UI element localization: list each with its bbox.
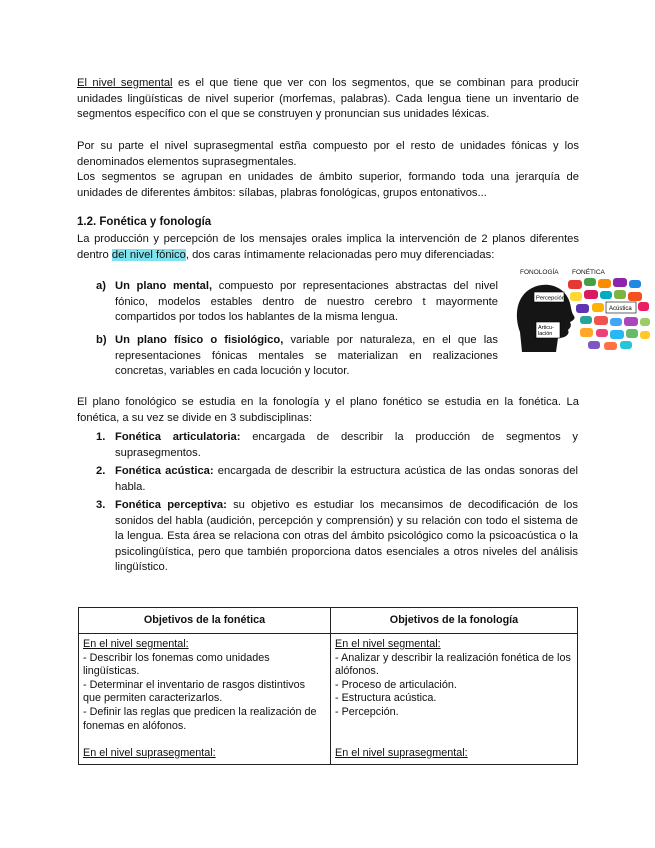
cell-line: - Analizar y describir la realización fonética de los alófonos. <box>335 651 571 678</box>
list-item-perceptive <box>96 498 578 576</box>
list-item-plane-mental <box>96 279 498 326</box>
section-heading: 1.2. Fonética y fonología <box>77 216 212 228</box>
speech-bubbles <box>568 278 650 350</box>
table-header-phonology: Objetivos de la fonología <box>331 608 578 634</box>
cell-line: - Percepción. <box>335 705 399 718</box>
paragraph-subdisciplines-intro: El plano fonológico se estudia en la fonología y el plano fonético se estudia en la fonética. La fonética, a su vez se divide en 3 subdisciplinas: <box>77 396 579 424</box>
paragraph-text: La producción y percepción de los mensajes orales implica la intervención de 2 planos diferentes dentro <box>77 233 579 261</box>
figure-label-phonology: FONOLOGÍA <box>520 269 559 276</box>
list-item-title: Un plano físico o fisiológico, <box>115 334 284 346</box>
figure-text-acoustic: Acústica <box>609 306 632 312</box>
list-item-acoustic <box>96 464 578 495</box>
term-segmental-level: El nivel segmental <box>77 77 173 89</box>
list-item-title: Fonética perceptiva: <box>115 499 227 511</box>
head-speech-bubbles-figure <box>510 266 652 354</box>
figure-text-perception: Percepción <box>536 295 566 302</box>
paragraph-segmental-level <box>77 76 579 123</box>
paragraph-suprasegmental: Por su parte el nivel suprasegmental estña compuesto por el resto de unidades fónicas y los denominados elementos suprasegmentales. <box>77 140 579 168</box>
list-item-text: encargada de describir la estructura acústica de las ondas sonoras del habla. <box>115 465 578 493</box>
paragraph-hierarchy: Los segmentos se agrupan en unidades de ámbito superior, formando toda una jerarquía de unidades de diferentes ámbitos: sílabas, plabras fonológicas, grupos entonativos... <box>77 171 579 199</box>
objectives-table <box>78 607 578 765</box>
table-row <box>79 634 578 765</box>
table-header-phonetics: Objetivos de la fonética <box>79 608 331 634</box>
cell-gap <box>335 733 573 747</box>
cell-subheading-segmental: En el nivel segmental: <box>83 638 189 650</box>
cell-line: - Definir las reglas que predicen la realización de fonemas en alófonos. <box>83 705 317 732</box>
highlighted-text: del nivel fónico <box>111 248 186 261</box>
paragraph-text: , dos caras íntimamente relacionadas pero muy diferenciadas: <box>185 248 495 261</box>
list-item-text: su objetivo es estudiar los mecansimos de decodificación de los sonidos del habla (audición, percepción y comprensión) y su relación con todo el sistema de la lengua. Esta área se relaciona con otras del ámbito psicológico como la psicoacústica o la psicolingüística, pero que también proporciona datos esenciales a otros niveles del análisis lingüístico. <box>115 499 578 574</box>
list-marker: 2. <box>96 465 106 477</box>
figure-label-phonetics: FONÉTICA <box>572 269 605 276</box>
table-cell-phonology <box>331 634 578 765</box>
cell-gap <box>83 733 326 747</box>
paragraph-text: es el que tiene que ver con los segmentos, que se combinan para producir unidades lingüísticas de nivel superior (morfemas, palabras). Cada lengua tiene un inventario de segmentos específico con el que se construyen y pronuncian sus unidades léxicas. <box>77 77 579 121</box>
paragraph-two-planes <box>77 232 579 263</box>
table-header-row <box>79 608 578 634</box>
cell-subheading-segmental: En el nivel segmental: <box>335 638 441 650</box>
list-item-text: encargada de describir la producción de segmentos y suprasegmentos. <box>115 431 578 459</box>
list-item-articulatory <box>96 430 578 461</box>
cell-line: - Describir los fonemas como unidades lingüísticas. <box>83 651 270 678</box>
cell-line: - Proceso de articulación. <box>335 678 457 691</box>
figure-text-articulation: Articu-lación <box>538 325 554 337</box>
list-item-text: variable por naturaleza, en el que las representaciones fónicas mentales se materializan en realizaciones concretas, variables en cada locución y locutor. <box>115 334 498 378</box>
cell-subheading-suprasegmental: En el nivel suprasegmental: <box>335 746 468 759</box>
list-item-title: Fonética articulatoria: <box>115 431 241 443</box>
cell-gap <box>335 720 573 734</box>
list-marker: 1. <box>96 431 106 443</box>
list-marker: b) <box>96 334 107 346</box>
cell-line: - Determinar el inventario de rasgos distintivos que permiten caracterizarlos. <box>83 678 306 705</box>
table-cell-phonetics <box>79 634 331 765</box>
cell-line: - Estructura acústica. <box>335 692 437 705</box>
list-item-title: Un plano mental, <box>115 280 213 292</box>
list-marker: a) <box>96 280 106 292</box>
cell-subheading-suprasegmental: En el nivel suprasegmental: <box>83 746 216 759</box>
list-item-title: Fonética acústica: <box>115 465 214 477</box>
list-item-text: compuesto por representaciones abstractas del nivel fónico, modelos estables dentro de nuestro cerebro t mayormente compartidos por todos los hablantes de la misma lengua. <box>115 280 498 324</box>
list-marker: 3. <box>96 499 106 511</box>
list-item-plane-physical <box>96 333 498 380</box>
